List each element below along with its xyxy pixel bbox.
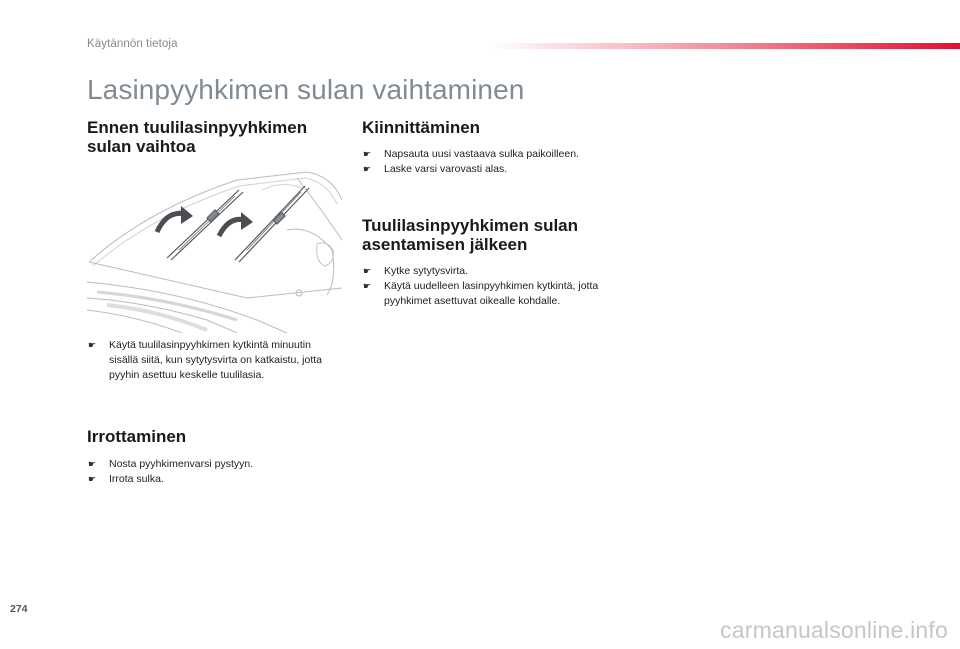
list-item: ☛ Napsauta uusi vastaava sulka paikoilleen.: [363, 148, 579, 160]
remove-block: [87, 427, 337, 487]
page-title: Lasinpyyhkimen sulan vaihtaminen: [87, 74, 525, 105]
heading-before-change: Ennen tuulilasinpyyhkimen sulan vaihtoa: [87, 118, 308, 156]
after-change-block: [362, 216, 622, 309]
list-item: ☛ Nosta pyyhkimenvarsi pystyyn.: [88, 458, 254, 470]
bullets-remove: [87, 457, 337, 487]
list-item: ☛ Käytä tuulilasinpyyhkimen kytkintä minuutin sisällä siitä, kun sytytysvirta on katkaistu, jotta pyyhin asettuu keskelle tuulilasia.: [88, 339, 322, 381]
pointing-hand-icon: ☛: [88, 340, 97, 350]
page-section-label: Käytännön tietoja: [87, 38, 178, 50]
pointing-hand-icon: ☛: [363, 149, 372, 159]
windshield-wiper-illustration: [87, 170, 342, 333]
pointing-hand-icon: ☛: [363, 266, 372, 276]
bullets-after-change: [362, 264, 622, 309]
left-column: [87, 118, 347, 156]
pointing-hand-icon: ☛: [363, 281, 372, 291]
list-item: ☛ Käytä uudelleen lasinpyyhkimen kytkintä, jotta pyyhkimet asettuvat oikealle kohdalle.: [363, 280, 599, 307]
bullets-attach: [362, 147, 632, 177]
pointing-hand-icon: ☛: [88, 474, 97, 484]
list-item: ☛ Laske varsi varovasti alas.: [363, 163, 508, 175]
heading-attach: Kiinnittäminen: [362, 118, 481, 137]
list-item: ☛ Kytke sytytysvirta.: [363, 265, 469, 277]
bullets-before-change: [87, 338, 337, 383]
pointing-hand-icon: ☛: [363, 164, 372, 174]
header-accent-bar: [490, 43, 960, 49]
pointing-hand-icon: ☛: [88, 459, 97, 469]
heading-after-change: Tuulilasinpyyhkimen sulan asentamisen jälkeen: [362, 216, 579, 254]
list-item: ☛ Irrota sulka.: [88, 473, 164, 485]
page-number: 274: [10, 603, 28, 615]
watermark: carmanualsonline.info: [720, 617, 948, 643]
before-change-bullets-block: [87, 338, 337, 383]
attach-block: [362, 118, 632, 177]
heading-remove: Irrottaminen: [87, 427, 187, 446]
